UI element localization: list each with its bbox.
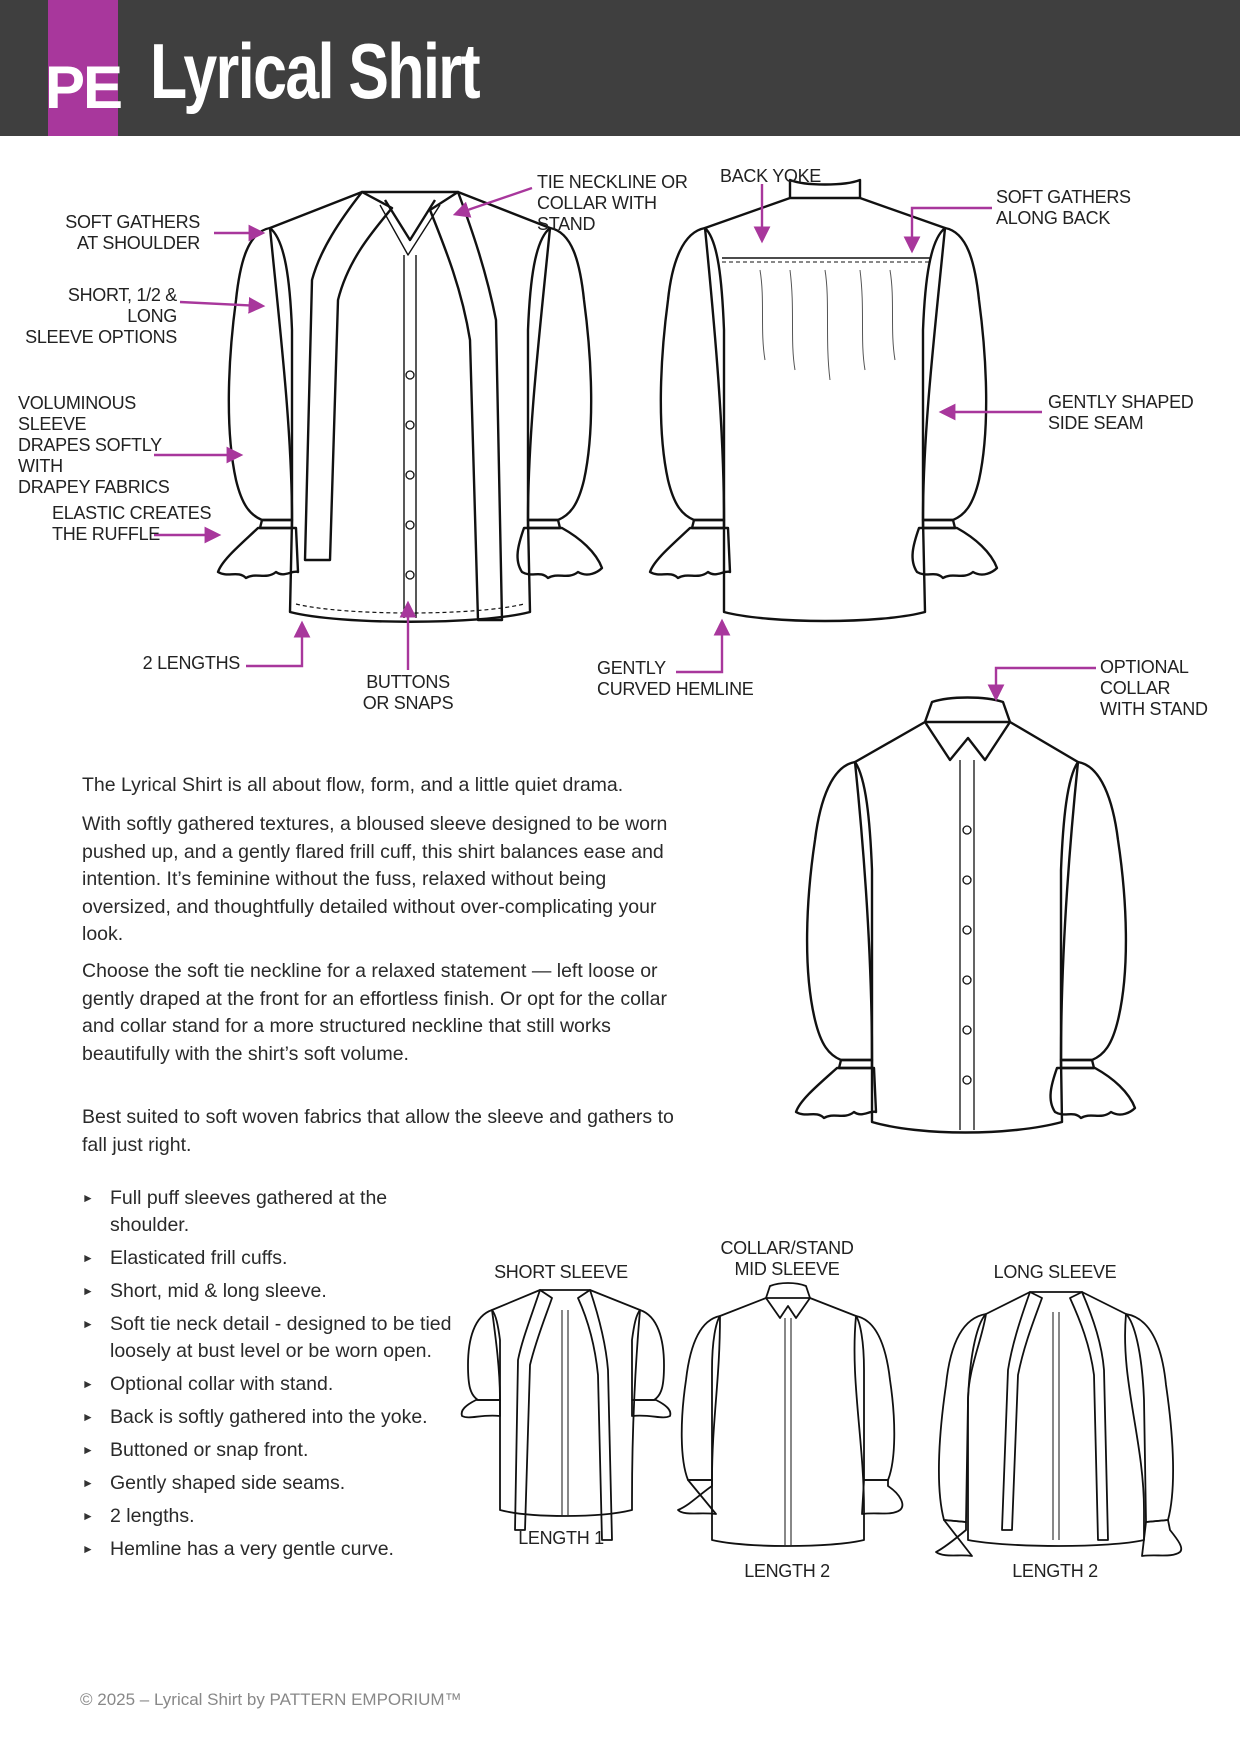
variation-short-sleeve-drawing [462, 1290, 671, 1540]
callout-tie-neckline: TIE NECKLINE OR COLLAR WITH STAND [537, 172, 688, 234]
back-right-sleeve [923, 228, 986, 520]
bullet-icon: ► [82, 1191, 94, 1205]
feature-item: ► Full puff sleeves gathered at the shoulder. [82, 1187, 388, 1236]
variation-length-long-sleeve: LENGTH 2 [1012, 1561, 1098, 1581]
variation-title-collar-mid: COLLAR/STAND MID SLEEVE [720, 1238, 854, 1279]
front-right-sleeve [528, 228, 591, 520]
bullet-icon: ► [82, 1377, 94, 1391]
feature-item: ► Soft tie neck detail - designed to be tied loosely at bust level or be worn open. [82, 1313, 452, 1362]
bullet-icon: ► [82, 1476, 94, 1490]
variation-long-sleeve-drawing [936, 1292, 1181, 1556]
variation-title-short-sleeve: SHORT SLEEVE [494, 1262, 628, 1282]
callout-buttons-snaps: BUTTONS OR SNAPS [362, 672, 454, 713]
footer-copyright: © 2025 – Lyrical Shirt by PATTERN EMPORIUM™ [80, 1690, 462, 1709]
variation-title-long-sleeve: LONG SLEEVE [993, 1262, 1117, 1282]
feature-item: ► Optional collar with stand. [82, 1371, 462, 1398]
callout-optional-collar: OPTIONAL COLLAR WITH STAND [1100, 657, 1208, 719]
feature-item: ► Back is softly gathered into the yoke. [82, 1404, 462, 1431]
callout-elastic-ruffle: ELASTIC CREATES THE RUFFLE [52, 503, 212, 544]
bullet-icon: ► [82, 1251, 94, 1265]
callout-sleeve-options: SHORT, 1/2 & LONG SLEEVE OPTIONS [25, 285, 177, 347]
front-view-drawing [218, 192, 602, 622]
front-left-frill [218, 528, 298, 578]
neck-tie [305, 192, 392, 560]
callout-arrows [154, 184, 1096, 698]
callout-soft-gathers-back: SOFT GATHERS ALONG BACK [996, 187, 1131, 228]
bullet-icon: ► [82, 1284, 94, 1298]
feature-item: ► Elasticated frill cuffs. [82, 1245, 462, 1272]
callout-curved-hemline: GENTLY CURVED HEMLINE [597, 658, 754, 699]
front-body [270, 192, 550, 622]
callout-soft-gathers-shoulder: SOFT GATHERS AT SHOULDER [65, 212, 200, 253]
variation-length-short-sleeve: LENGTH 1 [518, 1528, 604, 1548]
callout-side-seam: GENTLY SHAPED SIDE SEAM [1048, 392, 1194, 433]
callout-back-yoke: BACK YOKE [720, 166, 822, 186]
bullet-icon: ► [82, 1542, 94, 1556]
bullet-icon: ► [82, 1443, 94, 1457]
back-view-drawing [650, 180, 997, 621]
back-left-sleeve [661, 228, 724, 520]
bullet-icon: ► [82, 1509, 94, 1523]
callout-two-lengths: 2 LENGTHS [142, 653, 240, 673]
feature-item: ► Short, mid & long sleeve. [82, 1278, 462, 1305]
variation-length-collar-mid: LENGTH 2 [744, 1561, 830, 1581]
description-paragraph-3: Choose the soft tie neckline for a relaxed statement — left loose or gently draped at the front for an effortless finish. Or opt for the collar and collar stand for a more structured neckline that still works beautifully with the shirt’s soft volume. [82, 960, 667, 1065]
feature-item: ► Gently shaped side seams. [82, 1470, 462, 1497]
bullet-icon: ► [82, 1410, 94, 1424]
brand-logo: PE [48, 0, 118, 136]
feature-item: ► 2 lengths. [82, 1503, 462, 1530]
feature-item: ► Buttoned or snap front. [82, 1437, 462, 1464]
variation-collar-mid-sleeve-drawing [678, 1283, 902, 1546]
collar-view-drawing [796, 698, 1135, 1133]
description-paragraph-4: Best suited to soft woven fabrics that allow the sleeve and gathers to fall just right. [82, 1106, 674, 1156]
feature-item: ► Hemline has a very gentle curve. [82, 1536, 462, 1563]
description-paragraph-2: With softly gathered textures, a bloused sleeve designed to be worn pushed up, and a gently flared frill cuff, this shirt balances ease and intention. It’s feminine without the fuss, relaxed without being oversized, and thoughtfully detailed without over-complicating your look. [82, 813, 668, 945]
feature-list [82, 1185, 462, 1569]
front-left-sleeve [229, 228, 292, 520]
description-paragraph-1: The Lyrical Shirt is all about flow, form, and a little quiet drama. [82, 774, 624, 796]
bullet-icon: ► [82, 1317, 94, 1331]
back-body [705, 198, 945, 621]
page-title: Lyrical Shirt [150, 27, 480, 115]
callout-voluminous-sleeve: VOLUMINOUS SLEEVE DRAPES SOFTLY WITH DRAPEY FABRICS [18, 393, 170, 497]
